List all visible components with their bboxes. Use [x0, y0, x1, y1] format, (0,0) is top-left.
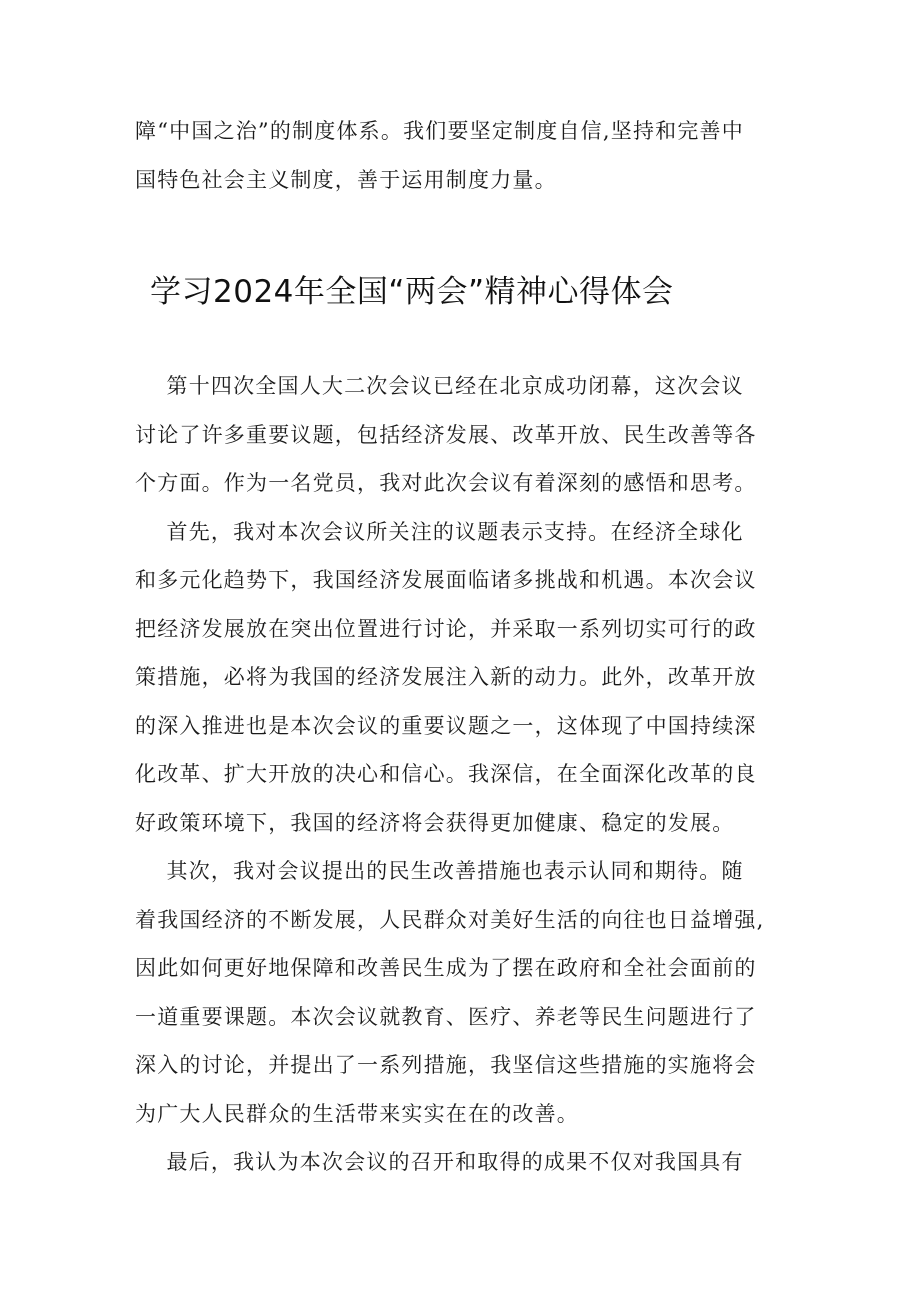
text-line: 着我国经济的不断发展，人民群众对美好生活的向往也日益增强, — [135, 907, 765, 932]
paragraph — [135, 362, 795, 508]
paragraph — [135, 847, 795, 1138]
text-line: 好政策环境下，我国的经济将会获得更加健康、稳定的发展。 — [135, 810, 735, 835]
text-line: 为广大人民群众的生活带来实实在在的改善。 — [135, 1101, 579, 1126]
text-line: 一道重要课题。本次会议就教育、医疗、养老等民生问题进行了 — [135, 1004, 757, 1029]
text-line: 讨论了许多重要议题，包括经济发展、改革开放、民生改善等各 — [135, 422, 757, 447]
document-title: 学习2024年全国“两会”精神心得体会 — [150, 274, 674, 310]
text-line: 因此如何更好地保障和改善民生成为了摆在政府和全社会面前的 — [135, 956, 757, 980]
text-line: 化改革、扩大开放的决心和信心。我深信，在全面深化改革的良 — [135, 762, 757, 786]
continuation-text — [135, 107, 795, 204]
text-line: 和多元化趋势下，我国经济发展面临诸多挑战和机遇。本次会议 — [135, 568, 757, 592]
text-line: 首先，我对本次会议所关注的议题表示支持。在经济全球化 — [135, 519, 744, 544]
text-line: 国特色社会主义制度，善于运用制度力量。 — [135, 167, 557, 192]
text-line: 最后，我认为本次会议的召开和取得的成果不仅对我国具有 — [135, 1150, 744, 1174]
text-line: 策措施，必将为我国的经济发展注入新的动力。此外，改革开放 — [135, 665, 757, 689]
text-line: 的深入推进也是本次会议的重要议题之一，这体现了中国持续深 — [135, 713, 757, 738]
paragraph — [135, 508, 795, 848]
text-line: 个方面。作为一名党员，我对此次会议有着深刻的感悟和思考。 — [135, 471, 757, 495]
text-line: 深入的讨论，并提出了一系列措施，我坚信这些措施的实施将会 — [135, 1053, 757, 1077]
paragraph — [135, 1138, 795, 1187]
body-text — [135, 362, 795, 1187]
text-line: 障“中国之治”的制度体系。我们要坚定制度自信,坚持和完善中 — [135, 119, 744, 143]
text-line: 其次，我对会议提出的民生改善措施也表示认同和期待。随 — [135, 859, 744, 883]
text-line: 把经济发展放在突出位置进行讨论，并采取一系列切实可行的政 — [135, 616, 757, 641]
text-line: 第十四次全国人大二次会议已经在北京成功闭幕，这次会议 — [135, 374, 744, 398]
